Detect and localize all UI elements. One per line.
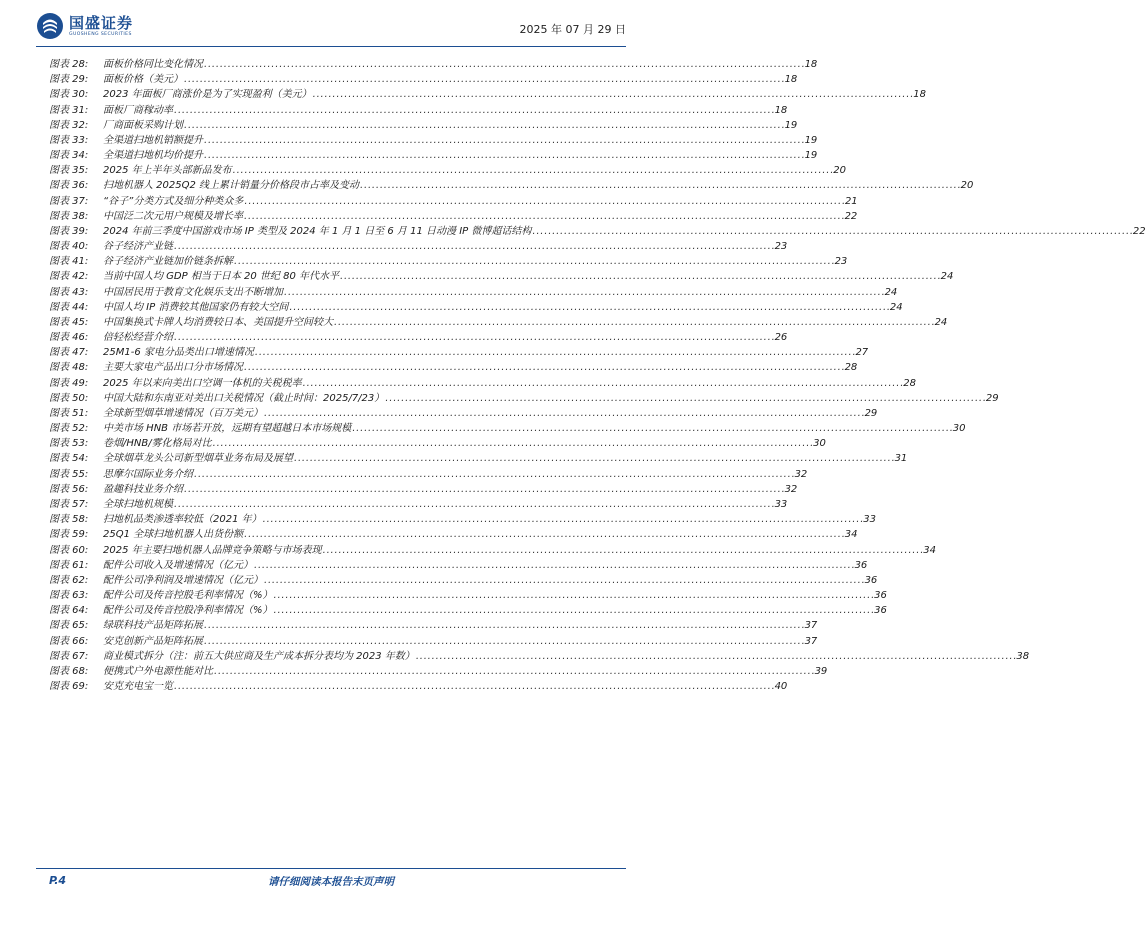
toc-leader-dots — [204, 148, 804, 163]
guosheng-logo — [36, 12, 133, 40]
toc-entry-page: 32 — [784, 483, 798, 495]
toc-entry-title: 绿联科技产品矩阵拓展 — [103, 620, 203, 632]
toc-entry-label: 图表 33: — [49, 134, 89, 146]
toc-entry-page: 24 — [934, 316, 948, 328]
guosheng-logo-icon — [36, 12, 64, 40]
toc-leader-dots — [274, 588, 874, 603]
toc-entry-page: 20 — [833, 165, 846, 177]
toc-entry-title: 全球扫地机规模 — [103, 498, 173, 510]
toc-entry-label: 图表 28: — [49, 59, 89, 70]
toc-entry[interactable] — [49, 649, 1030, 664]
toc-entry[interactable] — [49, 285, 898, 300]
toc-entry[interactable] — [49, 269, 954, 284]
toc-entry[interactable] — [49, 209, 858, 224]
toc-leader-dots — [254, 558, 854, 573]
toc-entry[interactable] — [49, 391, 999, 406]
toc-entry[interactable] — [49, 634, 818, 649]
toc-entry-title: 谷子经济产业链加价链条拆解 — [103, 256, 233, 268]
toc-entry-label: 图表 68: — [49, 665, 89, 677]
toc-entry-page: 36 — [864, 574, 878, 586]
toc-entry[interactable] — [49, 588, 887, 603]
toc-entry-title: 全球烟草龙头公司新型烟草业务布局及展望 — [103, 453, 293, 465]
toc-entry-page: 20 — [960, 180, 974, 192]
toc-entry-label: 图表 54: — [49, 453, 89, 465]
toc-entry-label: 图表 38: — [49, 210, 89, 222]
toc-entry-label: 图表 45: — [49, 316, 89, 328]
toc-entry-page: 19 — [784, 119, 798, 131]
toc-entry-page: 36 — [874, 605, 887, 617]
toc-entry-title: 中国大陆和东南亚对美出口关税情况（截止时间：2025/7/23） — [103, 392, 385, 404]
toc-leader-dots — [184, 72, 784, 87]
toc-leader-dots — [334, 315, 934, 330]
toc-entry-page: 34 — [923, 544, 936, 556]
toc-leader-dots — [289, 300, 889, 315]
toc-entry[interactable] — [49, 618, 818, 633]
toc-entry-title: 配件公司及传音控股毛利率情况（%） — [103, 590, 273, 602]
toc-entry-label: 图表 60: — [49, 544, 89, 556]
toc-entry-label: 图表 44: — [49, 301, 89, 313]
toc-entry[interactable] — [49, 194, 858, 209]
toc-entry[interactable] — [49, 133, 818, 148]
footer-divider — [36, 868, 626, 869]
toc-entry-title: 2025 年以来向美出口空调一体机的关税税率 — [103, 377, 302, 389]
toc-entry[interactable] — [49, 345, 869, 360]
toc-entry-title: 中美市场 HNB 市场若开放，远期有望超越日本市场规模 — [103, 423, 352, 435]
toc-entry[interactable] — [49, 163, 846, 178]
toc-entry-title: 安克创新产品矩阵拓展 — [103, 635, 203, 647]
toc-entry[interactable] — [49, 239, 788, 254]
toc-entry-label: 图表 47: — [49, 347, 89, 359]
toc-leader-dots — [184, 118, 784, 133]
toc-entry-label: 图表 31: — [49, 104, 89, 116]
toc-leader-dots — [174, 239, 774, 254]
toc-entry-label: 图表 40: — [49, 241, 89, 253]
toc-leader-dots — [174, 497, 774, 512]
toc-entry-label: 图表 51: — [49, 407, 89, 419]
toc-leader-dots — [264, 573, 864, 588]
toc-entry-label: 图表 39: — [49, 225, 89, 237]
toc-entry-label: 图表 32: — [49, 119, 89, 131]
toc-entry-page: 24 — [889, 301, 903, 313]
toc-entry-label: 图表 48: — [49, 362, 89, 374]
toc-entry-title: 面板价格（美元） — [103, 74, 183, 86]
toc-entry-title: 便携式户外电源性能对比 — [103, 665, 213, 677]
footer-disclaimer: 请仔细阅读本报告末页声明 — [268, 876, 394, 888]
toc-leader-dots — [244, 527, 844, 542]
toc-entry[interactable] — [49, 664, 828, 679]
toc-entry-title: 2024 年前三季度中国游戏市场 IP 类型及 2024 年 1 月 1 日至 6 月 11 日动漫 IP 微博超话结构 — [103, 225, 532, 237]
toc-entry-title: 思摩尔国际业务介绍 — [103, 468, 193, 480]
toc-entry[interactable] — [49, 72, 798, 87]
toc-entry-page: 31 — [894, 453, 908, 465]
toc-leader-dots — [264, 406, 864, 421]
logo-text — [69, 15, 133, 38]
toc-entry[interactable] — [49, 148, 818, 163]
toc-entry[interactable] — [49, 603, 887, 618]
toc-entry-label: 图表 42: — [49, 271, 89, 283]
toc-entry-page: 19 — [804, 134, 818, 146]
toc-entry-page: 21 — [844, 195, 858, 207]
toc-entry-page: 26 — [774, 332, 788, 344]
toc-entry-page: 22 — [1132, 225, 1146, 237]
toc-entry-label: 图表 69: — [49, 681, 89, 693]
toc-entry[interactable] — [49, 436, 826, 451]
toc-entry-page: 37 — [804, 635, 818, 647]
toc-entry-label: 图表 29: — [49, 74, 89, 86]
toc-leader-dots — [340, 269, 940, 284]
toc-entry-title: 主要大家电产品出口分市场情况 — [103, 362, 243, 374]
toc-entry-label: 图表 65: — [49, 620, 89, 632]
toc-entry-title: 安克充电宝一览 — [103, 681, 173, 693]
toc-entry-title: 谷子经济产业链 — [103, 241, 173, 253]
toc-entry-page: 33 — [774, 498, 788, 510]
toc-entry-title: 2025 年上半年头部新品发布 — [103, 165, 232, 177]
toc-leader-dots — [352, 421, 952, 436]
toc-entry-title: 面板价格同比变化情况 — [103, 59, 203, 70]
toc-entry-label: 图表 63: — [49, 590, 89, 602]
toc-leader-dots — [263, 512, 863, 527]
toc-entry-title: 2025 年主要扫地机器人品牌竞争策略与市场表现 — [103, 544, 322, 556]
toc-entry-page: 23 — [834, 256, 848, 268]
toc-entry-page: 22 — [844, 210, 858, 222]
toc-entry-title: 25Q1 全球扫地机器人出货份额 — [103, 529, 244, 541]
report-date: 2025 年 07 月 29 日 — [519, 23, 626, 36]
toc-leader-dots — [532, 224, 1132, 239]
toc-leader-dots — [204, 133, 804, 148]
toc-leader-dots — [313, 87, 913, 102]
toc-entry-title: 配件公司及传音控股净利率情况（%） — [103, 605, 273, 617]
toc-entry-page: 37 — [804, 620, 818, 632]
toc-entry[interactable] — [49, 87, 926, 102]
toc-entry-page: 18 — [784, 74, 798, 86]
toc-entry-label: 图表 53: — [49, 438, 89, 450]
toc-entry-title: 卷烟/HNB/雾化格局对比 — [103, 438, 212, 450]
toc-entry-page: 36 — [854, 559, 868, 571]
page-number: P.4 — [49, 874, 67, 887]
toc-entry-page: 29 — [985, 392, 999, 404]
toc-entry-page: 23 — [774, 241, 788, 253]
toc-entry-title: 2023 年面板厂商涨价是为了实现盈利（美元） — [103, 89, 312, 101]
toc-leader-dots — [233, 163, 833, 178]
toc-entry-title: 全渠道扫地机均价提升 — [103, 150, 203, 162]
toc-entry-label: 图表 43: — [49, 286, 89, 298]
toc-leader-dots — [213, 436, 813, 451]
toc-entry-label: 图表 66: — [49, 635, 89, 647]
toc-entry-title: 配件公司收入及增速情况（亿元） — [103, 559, 253, 571]
toc-entry-title: 盈趣科技业务介绍 — [103, 483, 183, 495]
toc-entry-label: 图表 50: — [49, 392, 89, 404]
toc-entry[interactable] — [49, 558, 868, 573]
toc-entry[interactable] — [49, 451, 908, 466]
toc-entry[interactable] — [49, 360, 858, 375]
toc-leader-dots — [244, 209, 844, 224]
logo-chinese-name: 国盛证券 — [69, 13, 134, 32]
toc-entry-label: 图表 67: — [49, 650, 89, 662]
toc-leader-dots — [204, 57, 804, 72]
toc-leader-dots — [174, 679, 774, 694]
toc-entry[interactable] — [49, 406, 878, 421]
toc-leader-dots — [323, 543, 923, 558]
toc-entry[interactable] — [49, 254, 848, 269]
toc-entry-title: 面板厂商稼动率 — [103, 104, 173, 116]
toc-entry[interactable] — [49, 300, 903, 315]
toc-entry-title: 25M1-6 家电分品类出口增速情况 — [103, 347, 254, 359]
toc-entry-title: 倍轻松经营介绍 — [103, 332, 173, 344]
toc-entry-label: 图表 57: — [49, 498, 89, 510]
toc-leader-dots — [385, 391, 985, 406]
toc-entry-label: 图表 30: — [49, 89, 89, 101]
toc-entry[interactable] — [49, 679, 788, 694]
toc-entry-page: 19 — [804, 150, 818, 162]
toc-leader-dots — [294, 451, 894, 466]
toc-entry-title: 商业模式拆分（注：前五大供应商及生产成本拆分表均为 2023 年数） — [103, 650, 415, 662]
toc-entry-page: 30 — [813, 438, 826, 450]
toc-entry-title: 扫地机器人 2025Q2 线上累计销量分价格段市占率及变动 — [103, 180, 360, 192]
toc-entry-page: 28 — [903, 377, 916, 389]
toc-entry-page: 40 — [774, 681, 788, 693]
toc-entry-page: 29 — [864, 407, 878, 419]
toc-entry-page: 36 — [874, 590, 887, 602]
toc-entry[interactable] — [49, 527, 858, 542]
toc-entry-label: 图表 61: — [49, 559, 89, 571]
toc-leader-dots — [194, 467, 794, 482]
toc-leader-dots — [274, 603, 874, 618]
toc-entry[interactable] — [49, 103, 788, 118]
toc-entry-page: 38 — [1016, 650, 1030, 662]
toc-entry-page: 39 — [814, 665, 828, 677]
toc-entry-title: 全球新型烟草增速情况（百万美元） — [103, 407, 263, 419]
toc-leader-dots — [174, 330, 774, 345]
toc-entry[interactable] — [49, 482, 798, 497]
toc-entry-label: 图表 59: — [49, 529, 89, 541]
toc-entry-page: 28 — [844, 362, 858, 374]
toc-entry[interactable] — [49, 315, 948, 330]
toc-entry-page: 18 — [774, 104, 788, 116]
toc-leader-dots — [214, 664, 814, 679]
toc-leader-dots — [204, 634, 804, 649]
toc-entry-title: 当前中国人均 GDP 相当于日本 20 世纪 80 年代水平 — [103, 271, 340, 283]
toc-entry[interactable] — [49, 573, 878, 588]
toc-entry-label: 图表 64: — [49, 605, 89, 617]
toc-entry-page: 18 — [804, 59, 818, 70]
toc-entry[interactable] — [49, 224, 1146, 239]
toc-entry-page: 32 — [794, 468, 808, 480]
toc-entry[interactable] — [49, 512, 876, 527]
toc-leader-dots — [244, 194, 844, 209]
toc-entry-label: 图表 52: — [49, 423, 89, 435]
toc-leader-dots — [204, 618, 804, 633]
toc-leader-dots — [360, 178, 960, 193]
toc-entry-title: “谷子”分类方式及细分种类众多 — [103, 195, 244, 207]
toc-entry-page: 24 — [884, 286, 898, 298]
toc-entry-page: 18 — [913, 89, 926, 101]
toc-entry-label: 图表 36: — [49, 180, 89, 192]
toc-entry-label: 图表 55: — [49, 468, 89, 480]
header-divider — [36, 46, 626, 47]
toc-entry[interactable] — [49, 497, 788, 512]
toc-entry-title: 扫地机品类渗透率较低（2021 年） — [103, 514, 262, 526]
toc-leader-dots — [234, 254, 834, 269]
toc-entry-title: 中国居民用于教育文化娱乐支出不断增加 — [103, 286, 283, 298]
toc-entry-page: 24 — [940, 271, 954, 283]
toc-entry-title: 中国人均 IP 消费较其他国家仍有较大空间 — [103, 301, 289, 313]
toc-entry-label: 图表 37: — [49, 195, 89, 207]
toc-entry-page: 33 — [863, 514, 876, 526]
toc-entry-page: 30 — [952, 423, 966, 435]
toc-entry[interactable] — [49, 330, 788, 345]
toc-leader-dots — [255, 345, 855, 360]
toc-entry-label: 图表 46: — [49, 332, 89, 344]
toc-entry[interactable] — [49, 543, 936, 558]
toc-entry[interactable] — [49, 467, 808, 482]
toc-leader-dots — [184, 482, 784, 497]
figure-index-list — [49, 57, 1146, 694]
toc-entry-label: 图表 41: — [49, 256, 89, 268]
toc-leader-dots — [416, 649, 1016, 664]
toc-entry-title: 中国集换式卡牌人均消费较日本、美国提升空间较大 — [103, 316, 333, 328]
toc-entry-title: 中国泛二次元用户规模及增长率 — [103, 210, 243, 222]
toc-entry-label: 图表 62: — [49, 574, 89, 586]
toc-entry-title: 厂商面板采购计划 — [103, 119, 183, 131]
toc-entry-label: 图表 56: — [49, 483, 89, 495]
toc-entry-title: 全渠道扫地机销额提升 — [103, 134, 203, 146]
toc-entry[interactable] — [49, 376, 916, 391]
toc-entry-page: 34 — [844, 529, 858, 541]
logo-english-name: GUOSHENG SECURITIES — [69, 31, 132, 37]
toc-entry-title: 配件公司净利润及增速情况（亿元） — [103, 574, 263, 586]
toc-leader-dots — [303, 376, 903, 391]
toc-entry-label: 图表 35: — [49, 165, 89, 177]
toc-leader-dots — [284, 285, 884, 300]
toc-entry[interactable] — [49, 421, 966, 436]
toc-leader-dots — [174, 103, 774, 118]
toc-entry[interactable] — [49, 57, 818, 72]
toc-entry-label: 图表 49: — [49, 377, 89, 389]
toc-leader-dots — [244, 360, 844, 375]
toc-entry-page: 27 — [855, 347, 869, 359]
toc-entry[interactable] — [49, 118, 798, 133]
toc-entry-label: 图表 34: — [49, 150, 89, 162]
toc-entry[interactable] — [49, 178, 974, 193]
toc-entry-label: 图表 58: — [49, 514, 89, 526]
